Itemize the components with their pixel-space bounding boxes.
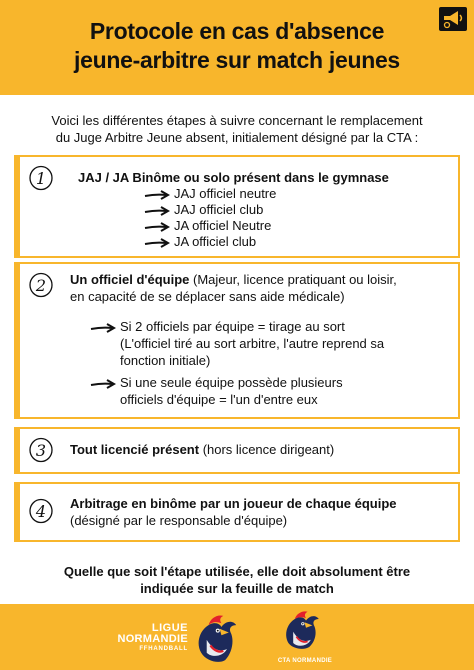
step-2-number-icon	[28, 272, 54, 298]
step-1-item: JAJ officiel neutre	[174, 186, 277, 201]
step-4-box	[14, 482, 460, 542]
arrow-right-icon	[144, 237, 170, 249]
arrow-right-icon	[144, 221, 170, 233]
svg-text:1: 1	[35, 169, 47, 188]
rooster-icon	[192, 610, 238, 666]
ligue-logo-line2: NORMANDIE	[117, 633, 188, 645]
ligue-logo-line1: LIGUE	[151, 622, 188, 634]
step-1-title: JAJ / JA Binôme ou solo présent dans le gymnase	[78, 170, 389, 185]
step-3-box	[14, 427, 460, 474]
step-3-title	[70, 442, 334, 458]
intro-text-line1: Voici les différentes étapes à suivre concernant le remplacement	[51, 113, 423, 128]
step-1-number-icon	[28, 165, 54, 191]
cta-normandie-logo	[270, 608, 340, 668]
step-1-item: JA officiel club	[174, 234, 257, 249]
intro-text-line2: du Juge Arbitre Jeune absent, initialement désigné par la CTA :	[55, 130, 419, 145]
cta-logo-label: CTA NORMANDIE	[277, 658, 333, 664]
step-1-item: JA officiel Neutre	[174, 218, 272, 233]
step-3-title-rest: (hors licence dirigeant)	[199, 442, 335, 457]
step-3-number-icon	[28, 437, 54, 463]
closing-note-line1: Quelle que soit l'étape utilisée, elle doit absolument être	[63, 564, 411, 579]
step-2-title-rest: (Majeur, licence pratiquant ou loisir,	[189, 272, 397, 287]
step-2-title-bold: Un officiel d'équipe	[70, 272, 190, 287]
page-title-line1: Protocole en cas d'absence	[89, 18, 385, 44]
ligue-logo-line3: FFHANDBALL	[139, 646, 188, 652]
step-2-box	[14, 262, 460, 419]
step-2-bullet-line: Si une seule équipe possède plusieurs	[120, 375, 343, 390]
ligue-normandie-logo	[60, 610, 240, 666]
arrow-right-icon	[144, 205, 170, 217]
step-3-title-bold: Tout licencié présent	[70, 442, 200, 457]
rooster-icon	[282, 610, 322, 652]
arrow-right-icon	[90, 322, 116, 334]
svg-text:2: 2	[35, 276, 47, 295]
svg-text:3: 3	[35, 441, 47, 460]
arrow-right-icon	[144, 189, 170, 201]
arrow-right-icon	[90, 378, 116, 390]
step-2-bullet-line: officiels d'équipe = l'un d'entre eux	[120, 392, 318, 407]
closing-note-line2: indiquée sur la feuille de match	[140, 581, 334, 596]
step-2-bullet-line: (L'officiel tiré au sort arbitre, l'autre reprend sa	[120, 336, 385, 351]
header-banner	[0, 0, 474, 95]
megaphone-icon	[438, 6, 468, 32]
step-2-title	[70, 272, 397, 288]
step-2-bullet-line: Si 2 officiels par équipe = tirage au sort	[120, 319, 345, 334]
step-4-title: Arbitrage en binôme par un joueur de chaque équipe	[70, 496, 397, 511]
step-4-subtitle: (désigné par le responsable d'équipe)	[70, 513, 288, 528]
step-1-box	[14, 155, 460, 258]
page-title-line2: jeune-arbitre sur match jeunes	[74, 47, 400, 73]
step-2-title-line2: en capacité de se déplacer sans aide médicale)	[70, 289, 345, 304]
svg-text:4: 4	[35, 502, 47, 521]
footer-banner	[0, 604, 474, 670]
step-2-bullet-line: fonction initiale)	[120, 353, 211, 368]
step-4-number-icon	[28, 498, 54, 524]
step-1-item: JAJ officiel club	[174, 202, 264, 217]
